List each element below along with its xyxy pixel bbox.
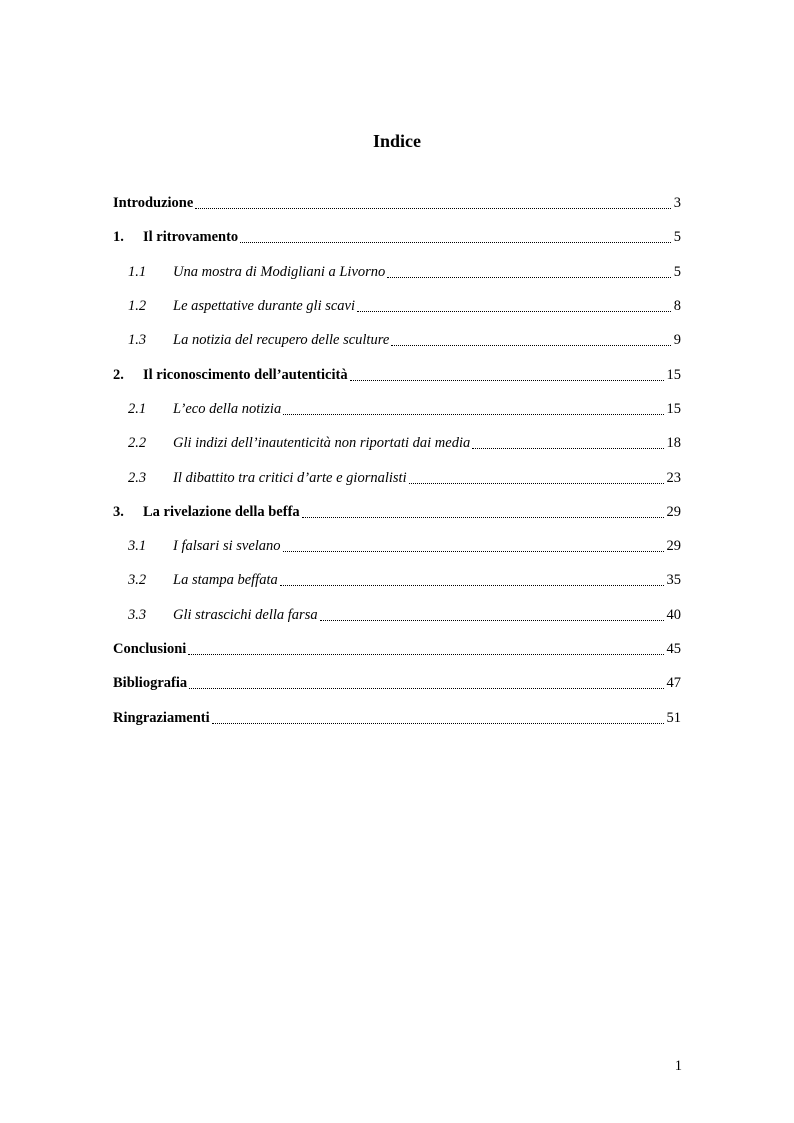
toc-entry-number: 1.2 [128,298,147,315]
toc-entry-number: 2. [113,366,124,383]
toc-entry [113,186,681,220]
toc-entry [113,323,681,357]
toc-entry-label: Gli strascichi della farsa [173,606,318,623]
dot-leader [472,447,663,449]
dot-leader [409,482,664,484]
toc-entry-number: 2.1 [128,400,147,417]
toc-entry-page: 29 [666,538,681,555]
toc-entry-page: 8 [673,298,681,315]
toc-entry-label: La notizia del recupero delle sculture [173,332,390,349]
toc-entry-label: Il riconoscimento dell’autenticità [143,366,348,383]
dot-leader [320,619,664,621]
toc-entry [113,255,681,289]
toc-entry [113,289,681,323]
toc-entry-page: 9 [673,332,681,349]
toc-entry-page: 29 [666,503,681,520]
toc-entry-page: 47 [666,675,681,692]
dot-leader [188,653,663,655]
table-of-contents [113,186,681,735]
toc-entry-label: Le aspettative durante gli scavi [173,298,356,315]
dot-leader [357,310,671,312]
toc-entry-label: Gli indizi dell’inautenticità non riportati dai media [173,435,471,452]
toc-entry [113,426,681,460]
toc-entry-page: 40 [666,606,681,623]
toc-entry-page: 35 [666,572,681,589]
toc-entry [113,220,681,254]
page-number: 1 [674,1058,682,1074]
toc-entry-page: 3 [673,195,681,212]
toc-entry-label: La stampa beffata [173,572,278,589]
toc-entry [113,392,681,426]
toc-entry-label: Il dibattito tra critici d’arte e giornalisti [173,469,407,486]
toc-entry-number: 3.3 [128,606,147,623]
toc-entry-page: 15 [666,400,681,417]
dot-leader [283,413,663,415]
toc-entry [113,700,681,734]
page-title: Indice [372,131,421,151]
toc-entry-number: 1.1 [128,263,147,280]
toc-entry-label: Conclusioni [113,641,187,657]
dot-leader [387,276,670,278]
toc-entry [113,357,681,391]
dot-leader [240,241,671,243]
toc-entry-label: Bibliografia [113,675,188,692]
dot-leader [195,207,670,209]
toc-entry-label: L’eco della notizia [173,400,282,417]
toc-entry-label: Il ritrovamento [143,229,239,246]
toc-entry-page: 5 [673,263,681,280]
toc-entry [113,598,681,632]
toc-entry-number: 2.3 [128,469,147,486]
toc-entry [113,632,681,666]
toc-entry-label: Introduzione [113,195,194,212]
toc-entry-label: I falsari si svelano [173,538,281,555]
toc-entry [113,666,681,700]
toc-entry-page: 18 [666,435,681,452]
toc-entry-page: 51 [666,709,681,726]
dot-leader [212,722,664,724]
dot-leader [302,516,664,518]
toc-entry-label: La rivelazione della beffa [143,503,300,520]
toc-entry-number: 3.2 [128,572,147,589]
toc-entry-label: Una mostra di Modigliani a Livorno [173,263,386,280]
toc-entry-page: 5 [673,229,681,246]
toc-entry-number: 1.3 [128,332,147,349]
toc-entry-number: 3. [113,503,124,520]
dot-leader [280,584,664,586]
toc-entry [113,563,681,597]
dot-leader [350,379,664,381]
dot-leader [189,687,663,689]
dot-leader [391,344,670,346]
toc-entry [113,460,681,494]
toc-entry-page: 23 [666,469,681,486]
toc-entry-number: 3.1 [128,538,147,555]
dot-leader [283,550,664,552]
toc-entry [113,529,681,563]
toc-entry-page: 45 [666,641,681,657]
toc-entry [113,495,681,529]
toc-entry-label: Ringraziamenti [113,709,210,726]
toc-entry-page: 15 [666,366,681,383]
toc-entry-number: 1. [113,229,124,246]
toc-entry-number: 2.2 [128,435,147,452]
